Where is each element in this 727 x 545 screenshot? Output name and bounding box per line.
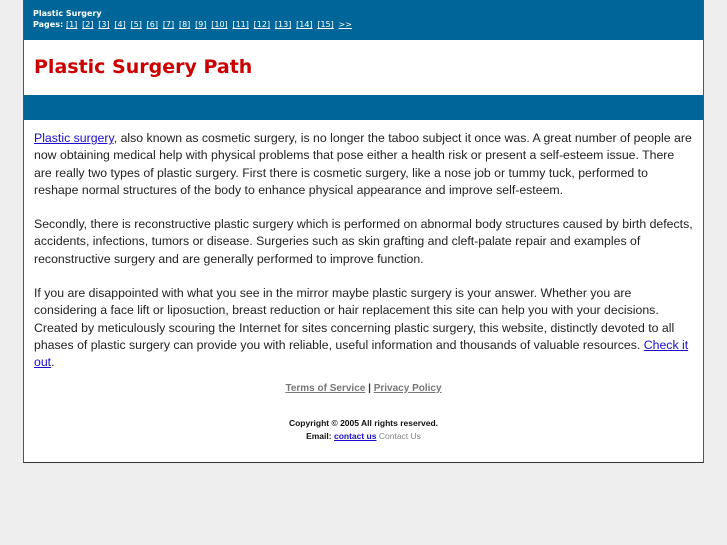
page-link-10[interactable]: [10]	[211, 20, 228, 29]
article-content	[24, 120, 703, 372]
contact-us-link[interactable]: contact us	[333, 430, 377, 441]
paragraph-closing	[34, 285, 693, 371]
privacy-policy-link[interactable]: Privacy Policy	[373, 382, 442, 394]
legal-links	[24, 383, 703, 394]
page-link-8[interactable]: [8]	[178, 20, 191, 29]
check-it-out-link[interactable]: Check it out	[34, 337, 689, 370]
page-link-1[interactable]: [1]	[65, 20, 78, 29]
paragraph-intro	[34, 130, 693, 199]
page-link-12[interactable]: [12]	[253, 20, 271, 29]
page-link-5[interactable]: [5]	[130, 20, 142, 29]
page-link-11[interactable]: [11]	[232, 20, 249, 29]
pages-label: Pages:	[33, 20, 64, 29]
paragraph-closing-text: If you are disappointed with what you see in the mirror maybe plastic surgery is your answer. Whether you are considering a face lift or liposuction, breast reduction or hair replacement this site can help you with your decisions. Created by meticulously scouring the Internet for sites concerning plastic surgery, this website, distinctly devoted to all phases of plastic surgery can provide you with reliable, useful information and thousands of valuable resources.	[34, 286, 675, 352]
paragraph-intro-text: , also known as cosmetic surgery, is no longer the taboo subject it once was. A great number of people are now obtaining medical help with physical problems that pose either a health risk or present a self-esteem issue. There are really two types of plastic surgery. First there is cosmetic surgery, like a nose job or tummy tuck, performed to reshape normal structures of the body to enhance physical appearance and improve self-esteem.	[34, 131, 692, 197]
paragraph-reconstructive: Secondly, there is reconstructive plastic surgery which is performed on abnormal body structures caused by birth defects, accidents, infections, tumors or disease. Surgeries such as skin grafting and cleft-palate repair and examples of reconstructive surgery and are generally performed to improve function.	[34, 217, 693, 266]
page-link-7[interactable]: [7]	[162, 20, 175, 29]
closing-period: .	[51, 355, 55, 370]
next-pages-link[interactable]: >>	[338, 20, 352, 29]
terms-of-service-link[interactable]: Terms of Service	[285, 382, 366, 394]
page-link-9[interactable]: [9]	[195, 20, 207, 29]
plastic-surgery-link[interactable]: Plastic surgery	[34, 131, 114, 145]
page-link-15[interactable]: [15]	[317, 20, 334, 29]
page-title: Plastic Surgery Path	[34, 56, 253, 78]
title-area	[24, 40, 703, 95]
page-link-14[interactable]: [14]	[296, 20, 313, 29]
page-link-4[interactable]: [4]	[114, 20, 126, 29]
copyright-footer	[24, 417, 703, 443]
email-row	[24, 430, 703, 443]
page-link-13[interactable]: [13]	[274, 20, 292, 29]
page-container	[23, 0, 704, 463]
page-link-3[interactable]: [3]	[98, 20, 110, 29]
site-name: Plastic Surgery	[33, 9, 102, 18]
copyright-text: Copyright © 2005 All rights reserved.	[288, 417, 439, 428]
pagination	[33, 19, 703, 30]
contact-us-text: Contact Us	[378, 430, 421, 441]
top-nav-bar	[24, 0, 703, 40]
legal-separator: |	[368, 382, 371, 394]
email-label: Email:	[306, 430, 332, 441]
sub-header-bar	[24, 95, 703, 120]
page-link-2[interactable]: [2]	[82, 20, 94, 29]
page-link-6[interactable]: [6]	[146, 20, 159, 29]
